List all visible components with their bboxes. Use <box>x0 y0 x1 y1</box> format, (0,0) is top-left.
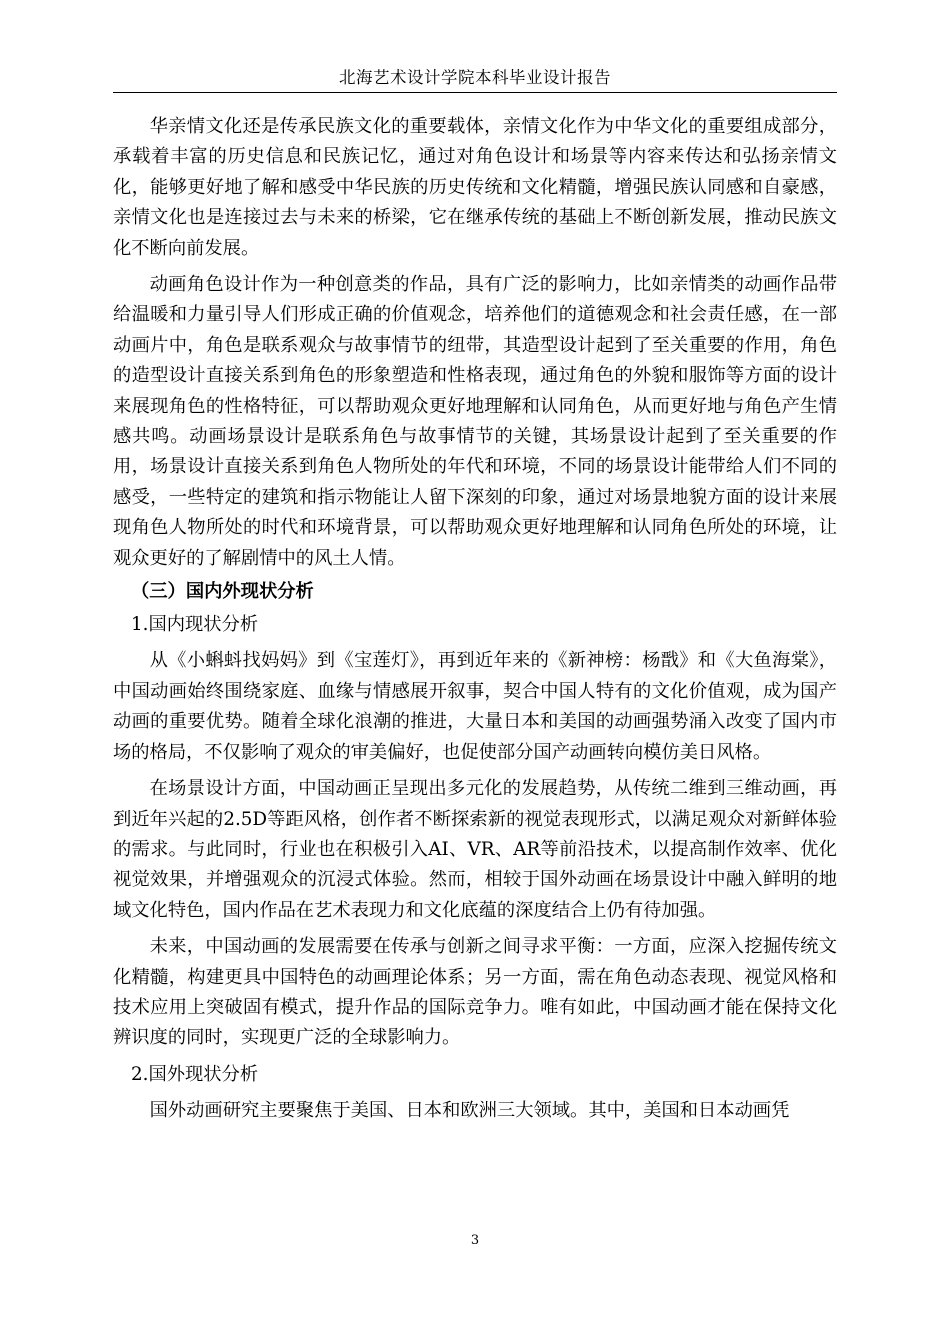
header-divider <box>113 92 837 93</box>
page-header-title: 北海艺术设计学院本科毕业设计报告 <box>339 68 611 87</box>
paragraph-family-culture: 华亲情文化还是传承民族文化的重要载体，亲情文化作为中华文化的重要组成部分，承载着丰富的历史信息和民族记忆，通过对角色设计和场景等内容来传达和弘扬亲情文化，能够更好地了解和感受中华民族的历史传统和文化精髓，增强民族认同感和自豪感，亲情文化也是连接过去与未来的桥梁，它在继承传统的基础上不断创新发展，推动民族文化不断向前发展。 <box>113 116 837 259</box>
paragraph-domestic-history: 从《小蝌蚪找妈妈》到《宝莲灯》，再到近年来的《新神榜：杨戬》和《大鱼海棠》，中国动画始终围绕家庭、血缘与情感展开叙事，契合中国人特有的文化价值观，成为国产动画的重要优势。随着全球化浪潮的推进，大量日本和美国的动画强势涌入改变了国内市场的格局，不仅影响了观众的审美偏好，也促使部分国产动画转向模仿美日风格。 <box>113 650 837 763</box>
page-number: 3 <box>470 1233 480 1248</box>
paragraph-foreign-intro: 国外动画研究主要聚焦于美国、日本和欧洲三大领域。其中，美国和日本动画凭 <box>149 1100 790 1122</box>
paragraph-scene-design: 在场景设计方面，中国动画正呈现出多元化的发展趋势，从传统二维到三维动画，再到近年兴起的2.5D等距风格，创作者不断探索新的视觉表现形式，以满足观众对新鲜体验的需求。与此同时，行业也在积极引入AI、VR、AR等前沿技术，以提高制作效率、优化视觉效果，并增强观众的沉浸式体验。然而，相较于国外动画在场景设计中融入鲜明的地域文化特色，国内作品在艺术表现力和文化底蕴的深度结合上仍有待加强。 <box>113 778 837 921</box>
subheading-foreign: 2.国外现状分析 <box>131 1063 259 1085</box>
document-body <box>113 112 837 1127</box>
section-heading: （三）国内外现状分析 <box>131 581 314 603</box>
paragraph-future: 未来，中国动画的发展需要在传承与创新之间寻求平衡：一方面，应深入挖掘传统文化精髓，构建更具中国特色的动画理论体系；另一方面，需在角色动态表现、视觉风格和技术应用上突破固有模式，提升作品的国际竞争力。唯有如此，中国动画才能在保持文化辨识度的同时，实现更广泛的全球影响力。 <box>113 936 837 1049</box>
paragraph-character-design: 动画角色设计作为一种创意类的作品，具有广泛的影响力，比如亲情类的动画作品带给温暖和力量引导人们形成正确的价值观念，培养他们的道德观念和社会责任感，在一部动画片中，角色是联系观众与故事情节的纽带，其造型设计起到了至关重要的作用，角色的造型设计直接关系到角色的形象塑造和性格表现，通过角色的外貌和服饰等方面的设计来展现角色的性格特征，可以帮助观众更好地理解和认同角色，从而更好地与角色产生情感共鸣。动画场景设计是联系角色与故事情节的关键，其场景设计起到了至关重要的作用，场景设计直接关系到角色人物所处的年代和环境，不同的场景设计能带给人们不同的感受，一些特定的建筑和指示物能让人留下深刻的印象，通过对场景地貌方面的设计来展现角色人物所处的时代和环境背景，可以帮助观众更好地理解和认同角色所处的环境，让观众更好的了解剧情中的风土人情。 <box>113 274 837 569</box>
subheading-domestic: 1.国内现状分析 <box>131 614 259 636</box>
